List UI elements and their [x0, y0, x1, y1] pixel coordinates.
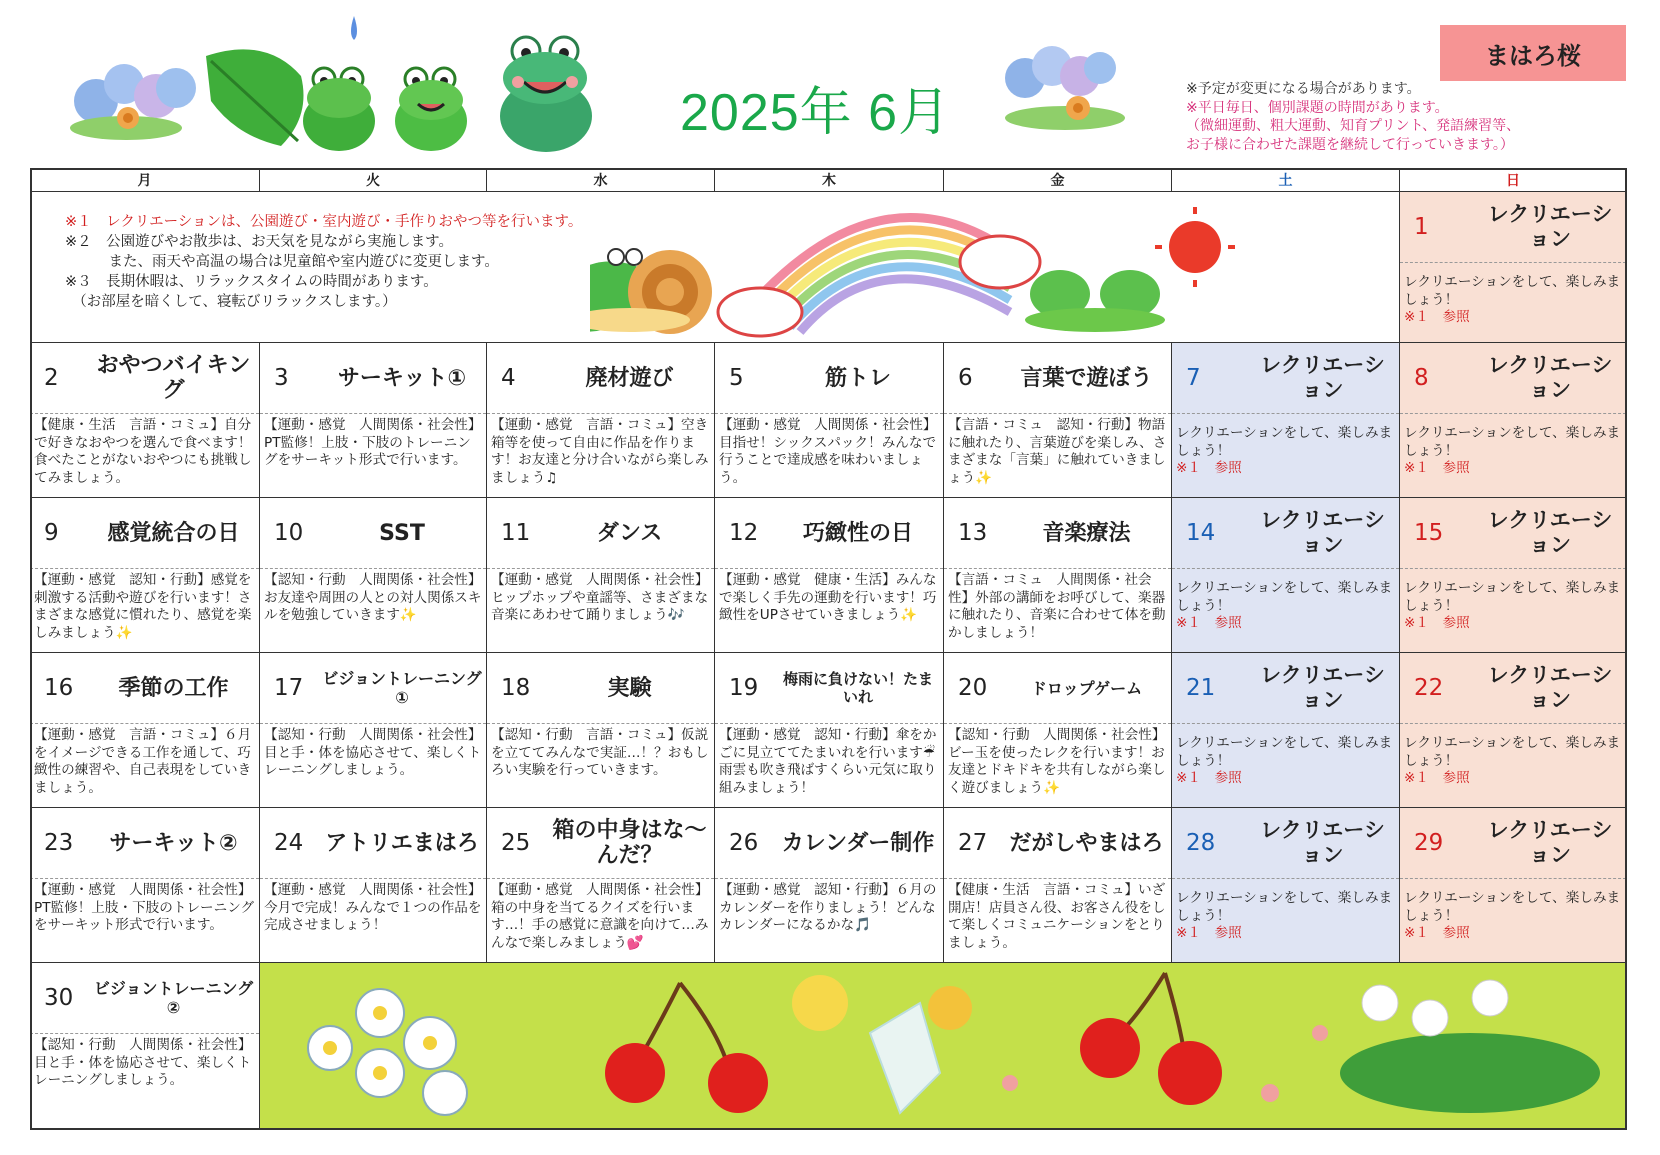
day-cell	[487, 343, 715, 498]
recreation-ref: ※１ 参照	[1176, 460, 1242, 477]
recreation-text: レクリエーションをして、楽しみましょう！	[1404, 274, 1621, 308]
activity-title: ビジョントレーニング②	[93, 979, 254, 1017]
activity-title: レクリエーション	[1260, 508, 1385, 557]
activity-description: 【運動・感覚 言語・コミュ】６月をイメージできる工作を通して、巧緻性の練習や、自己表現をしていきましょう。	[34, 727, 252, 796]
day-number: 22	[1414, 675, 1444, 701]
day-number: 19	[729, 675, 759, 701]
recreation-text: レクリエーションをして、楽しみましょう！	[1404, 580, 1621, 614]
activity-title: レクリエーション	[1487, 202, 1613, 251]
recreation-text: レクリエーションをして、楽しみましょう！	[1176, 580, 1393, 614]
day-cell	[260, 343, 487, 498]
day-header	[715, 343, 943, 414]
day-cell	[1172, 808, 1400, 963]
day-number: 29	[1414, 830, 1444, 856]
day-cell	[487, 808, 715, 963]
day-header	[487, 808, 714, 879]
activity-title: サーキット①	[337, 365, 467, 391]
activity-description	[1404, 890, 1622, 943]
snail-icon	[590, 249, 712, 334]
day-header	[715, 498, 943, 569]
activity-description: 【運動・感覚 認知・行動】感覚を刺激する活動や遊びを行います！さまざまな感覚に慣れたり、感覚を楽しみましょう✨	[34, 572, 252, 641]
day-cell	[260, 498, 487, 653]
day-cell	[944, 498, 1172, 653]
intro-line: （お部屋を暗くして、寝転びリラックスします。）	[65, 294, 397, 310]
day-number: 30	[44, 985, 74, 1011]
day-number: 6	[958, 365, 973, 391]
activity-description: 【認知・行動 人間関係・社会性】お友達や周囲の人との対人関係スキルを勉強していきます✨	[264, 572, 482, 624]
day-number: 10	[274, 520, 304, 546]
day-header	[944, 498, 1171, 569]
activity-description: 【健康・生活 言語・コミュ】自分で好きなおやつを選んで食べます！食べたことがないおやつにも挑戦してみましょう。	[34, 417, 252, 486]
activity-title: レクリエーション	[1487, 818, 1613, 867]
day-number: 11	[501, 520, 531, 546]
day-cell	[1400, 498, 1627, 653]
intro-line: また、雨天や高温の場合は児童館や室内遊びに変更します。	[65, 254, 499, 270]
day-cell	[715, 808, 944, 963]
calendar-grid	[30, 168, 1627, 1130]
activity-description: 【認知・行動 人間関係・社会性】目と手・体を協応させて、楽しくトレーニングしましょう。	[34, 1037, 252, 1089]
day-header	[487, 653, 714, 724]
recreation-text: レクリエーションをして、楽しみましょう！	[1176, 735, 1393, 769]
recreation-ref: ※１ 参照	[1404, 309, 1470, 326]
weekday-header: 木	[715, 168, 944, 192]
day-number: 25	[501, 830, 531, 856]
activity-description: 【言語・コミュ 認知・行動】物語に触れたり、言葉遊びを楽しみ、さまざまな「言葉」に触れていきましょう✨	[948, 417, 1167, 486]
day-number: 9	[44, 520, 59, 546]
day-cell	[944, 653, 1172, 808]
note-line: （微細運動、粗大運動、知育プリント、発語練習等、	[1186, 118, 1521, 134]
recreation-ref: ※１ 参照	[1404, 460, 1470, 477]
day-header	[260, 653, 486, 724]
hydrangea-snail-illustration	[990, 30, 1140, 140]
activity-title: レクリエーション	[1260, 818, 1385, 867]
activity-description: 【運動・感覚 人間関係・社会性】ヒップホップや童謡等、さまざまな音楽にあわせて踊りましょう🎶	[491, 572, 709, 624]
activity-description	[1176, 735, 1395, 788]
activity-description: 【運動・感覚 人間関係・社会性】目指せ！シックスパック！みんなで行うことで達成感を味わいましょう。	[719, 417, 937, 486]
day-cell	[30, 808, 260, 963]
activity-description: 【運動・感覚 人間関係・社会性】PT監修！上肢・下肢のトレーニングをサーキット形式で行います。	[34, 882, 255, 934]
day-number: 26	[729, 830, 759, 856]
day-cell	[715, 653, 944, 808]
weekday-header: 火	[260, 168, 487, 192]
month-title: 2025年 6月	[680, 84, 952, 142]
activity-title: ダンス	[596, 520, 663, 546]
activity-description	[1404, 580, 1622, 633]
day-number: 23	[44, 830, 74, 856]
day-header	[1172, 653, 1399, 724]
activity-description: 【認知・行動 言語・コミュ】仮説を立ててみんなで実証…！？おもしろい実験を行っていきます。	[491, 727, 709, 779]
day-cell	[1172, 343, 1400, 498]
flowers-cherries-illustration	[260, 963, 1627, 1130]
activity-description: 【運動・感覚 認知・行動】６月のカレンダーを作りましょう！どんなカレンダーになるかな🎵	[719, 882, 937, 934]
day-number: 8	[1414, 365, 1429, 391]
activity-description	[1176, 890, 1395, 943]
day-number: 21	[1186, 675, 1216, 701]
activity-description: 【運動・感覚 人間関係・社会性】今月で完成！みんなで１つの作品を完成させましょう！	[264, 882, 482, 934]
day-number: 27	[958, 830, 988, 856]
day-cell	[487, 653, 715, 808]
day-cell	[944, 808, 1172, 963]
recreation-text: レクリエーションをして、楽しみましょう！	[1404, 890, 1621, 924]
day-cell	[30, 343, 260, 498]
activity-title: 実験	[607, 675, 652, 701]
activity-description	[1404, 425, 1622, 478]
frog-icon	[500, 37, 592, 152]
frog-icon	[395, 68, 467, 151]
recreation-ref: ※１ 参照	[1404, 615, 1470, 632]
day-header	[30, 963, 259, 1034]
day-header	[1400, 192, 1626, 263]
day-header	[715, 808, 943, 879]
frog-icon	[1025, 270, 1165, 332]
day-cell	[30, 498, 260, 653]
frogs-leaf-illustration	[36, 6, 676, 156]
day-cell	[715, 498, 944, 653]
activity-title: 箱の中身はな～んだ？	[552, 818, 707, 868]
day-number: 4	[501, 365, 516, 391]
day-number: 13	[958, 520, 988, 546]
day-header	[1172, 808, 1399, 879]
day-number: 7	[1186, 365, 1201, 391]
rainbow-snail-illustration	[590, 202, 1290, 342]
day-number: 1	[1414, 214, 1429, 240]
day-number: 18	[501, 675, 531, 701]
day-cell	[1172, 498, 1400, 653]
activity-title: 廃材遊び	[585, 365, 674, 391]
activity-description	[1404, 735, 1622, 788]
day-cell	[1400, 653, 1627, 808]
weekday-header: 日	[1400, 168, 1627, 192]
day-header	[260, 498, 486, 569]
intro-text	[65, 212, 582, 312]
day-header	[1400, 808, 1626, 879]
day-cell	[1172, 653, 1400, 808]
day-cell	[487, 498, 715, 653]
day-header	[260, 808, 486, 879]
activity-title: 季節の工作	[118, 675, 229, 701]
weekday-header: 月	[30, 168, 260, 192]
day-cell	[30, 963, 260, 1130]
dandelion-icon	[1362, 980, 1508, 1036]
activity-title: レクリエーション	[1487, 663, 1613, 712]
day-header	[30, 498, 259, 569]
recreation-text: レクリエーションをして、楽しみましょう！	[1404, 425, 1621, 459]
day-header	[30, 653, 259, 724]
header-notes	[1186, 80, 1626, 154]
recreation-ref: ※１ 参照	[1176, 925, 1242, 942]
frog-icon	[303, 68, 375, 151]
activity-description: 【健康・生活 言語・コミュ】いざ開店！店員さん役、お客さん役をして楽しくコミュニケーションをとりましょう。	[948, 882, 1166, 951]
day-header	[1400, 653, 1626, 724]
activity-description: 【運動・感覚 健康・生活】みんなで楽しく手先の運動を行います！巧緻性をUPさせていきましょう✨	[719, 572, 937, 624]
day-header	[260, 343, 486, 414]
activity-title: レクリエーション	[1260, 353, 1385, 402]
day-header	[1400, 498, 1626, 569]
activity-description: 【認知・行動 人間関係・社会性】目と手・体を協応させて、楽しくトレーニングしましょう。	[264, 727, 482, 779]
day-number: 2	[44, 365, 59, 391]
activity-description: 【認知・行動 人間関係・社会性】ビー玉を使ったレクを行います！お友達とドキドキを共有しながら楽しく遊びましょう✨	[948, 727, 1166, 796]
bouquet-icon	[870, 1003, 940, 1113]
day-header	[715, 653, 943, 724]
day-header	[1172, 498, 1399, 569]
recreation-text: レクリエーションをして、楽しみましょう！	[1176, 425, 1393, 459]
activity-title: サーキット②	[109, 830, 238, 856]
day-number: 28	[1186, 830, 1216, 856]
hydrangea-icon	[70, 64, 196, 140]
day-header	[30, 808, 259, 879]
day-number: 15	[1414, 520, 1444, 546]
activity-title: 感覚統合の日	[107, 520, 240, 546]
day-number: 24	[274, 830, 304, 856]
day-header	[1172, 343, 1399, 414]
day-header	[487, 498, 714, 569]
day-number: 5	[729, 365, 744, 391]
day-number: 14	[1186, 520, 1216, 546]
day-header	[944, 653, 1171, 724]
note-line: ※平日毎日、個別課題の時間があります。	[1186, 99, 1449, 116]
activity-description	[1176, 425, 1395, 478]
activity-title: レクリエーション	[1487, 353, 1613, 402]
recreation-ref: ※１ 参照	[1404, 770, 1470, 787]
day-cell	[260, 808, 487, 963]
activity-title: だがしやまはろ	[1009, 830, 1164, 856]
day-cell	[260, 653, 487, 808]
activity-description: 【運動・感覚 人間関係・社会性】箱の中身を当てるクイズを行います…！手の感覚に意識を向けて…みんなで楽しみましょう💕	[491, 882, 709, 951]
recreation-ref: ※１ 参照	[1176, 770, 1242, 787]
org-badge: まはろ桜	[1440, 25, 1626, 81]
day-cell	[1400, 192, 1627, 343]
activity-description	[1404, 274, 1622, 327]
activity-description	[1176, 580, 1395, 633]
day-number: 16	[44, 675, 74, 701]
note-line: お子様に合わせた課題を継続して行っていきます。）	[1186, 136, 1514, 153]
activity-title: 巧緻性の日	[802, 520, 913, 546]
activity-title: 言葉で遊ぼう	[1020, 365, 1153, 391]
sun-icon	[1155, 207, 1235, 287]
day-number: 3	[274, 365, 289, 391]
day-cell	[944, 343, 1172, 498]
activity-title: レクリエーション	[1260, 663, 1385, 712]
intro-line: ※３ 長期休暇は、リラックスタイムの時間があります。	[65, 274, 438, 290]
day-header	[1400, 343, 1626, 414]
recreation-ref: ※１ 参照	[1404, 925, 1470, 942]
recreation-text: レクリエーションをして、楽しみましょう！	[1176, 890, 1393, 924]
activity-title: レクリエーション	[1487, 508, 1613, 557]
intro-notes-panel	[30, 192, 1400, 343]
rose-icon	[792, 975, 972, 1031]
day-number: 20	[958, 675, 988, 701]
activity-description: 【運動・感覚 言語・コミュ】空き箱等を使って自由に作品を作ります！お友達と分け合いながら楽しみましょう♫	[491, 417, 709, 486]
activity-title: 筋トレ	[824, 365, 891, 391]
day-number: 12	[729, 520, 759, 546]
weekday-header: 金	[944, 168, 1172, 192]
activity-description: 【言語・コミュ 人間関係・社会性】外部の講師をお呼びして、楽器に触れたり、音楽に合わせて体を動かしましょう！	[948, 572, 1166, 641]
weekday-header: 水	[487, 168, 715, 192]
activity-title: SST	[379, 520, 425, 546]
day-cell	[30, 653, 260, 808]
activity-description: 【運動・感覚 認知・行動】傘をかごに見立ててたまいれを行います☔雨雲も吹き飛ばすくらい元気に取り組みましょう！	[719, 727, 937, 796]
note-line: ※予定が変更になる場合があります。	[1186, 81, 1421, 97]
activity-title: ドロップゲーム	[1030, 678, 1143, 698]
intro-line: ※１ レクリエーションは、公園遊び・室内遊び・手作りおやつ等を行います。	[65, 214, 583, 230]
activity-title: カレンダー制作	[781, 830, 935, 856]
recreation-text: レクリエーションをして、楽しみましょう！	[1404, 735, 1621, 769]
day-number: 17	[274, 675, 304, 701]
activity-title: 音楽療法	[1042, 520, 1131, 546]
activity-title: 梅雨に負けない！たまいれ	[782, 670, 933, 706]
day-cell	[1400, 808, 1627, 963]
activity-title: おやつバイキング	[96, 353, 251, 403]
day-cell	[715, 343, 944, 498]
activity-description: 【運動・感覚 人間関係・社会性】PT監修！上肢・下肢のトレーニングをサーキット形式で行います。	[264, 417, 482, 469]
intro-line: ※２ 公園遊びやお散歩は、お天気を見ながら実施します。	[65, 234, 453, 250]
day-header	[487, 343, 714, 414]
activity-title: アトリエまはろ	[325, 830, 479, 856]
day-header	[30, 343, 259, 414]
page-header	[0, 0, 1660, 168]
day-cell	[1400, 343, 1627, 498]
weekday-header: 土	[1172, 168, 1400, 192]
cherry-icon	[1080, 973, 1222, 1105]
cherry-icon	[605, 983, 768, 1113]
day-header	[944, 808, 1171, 879]
recreation-ref: ※１ 参照	[1176, 615, 1242, 632]
day-header	[944, 343, 1171, 414]
activity-title: ビジョントレーニング①	[322, 669, 482, 707]
